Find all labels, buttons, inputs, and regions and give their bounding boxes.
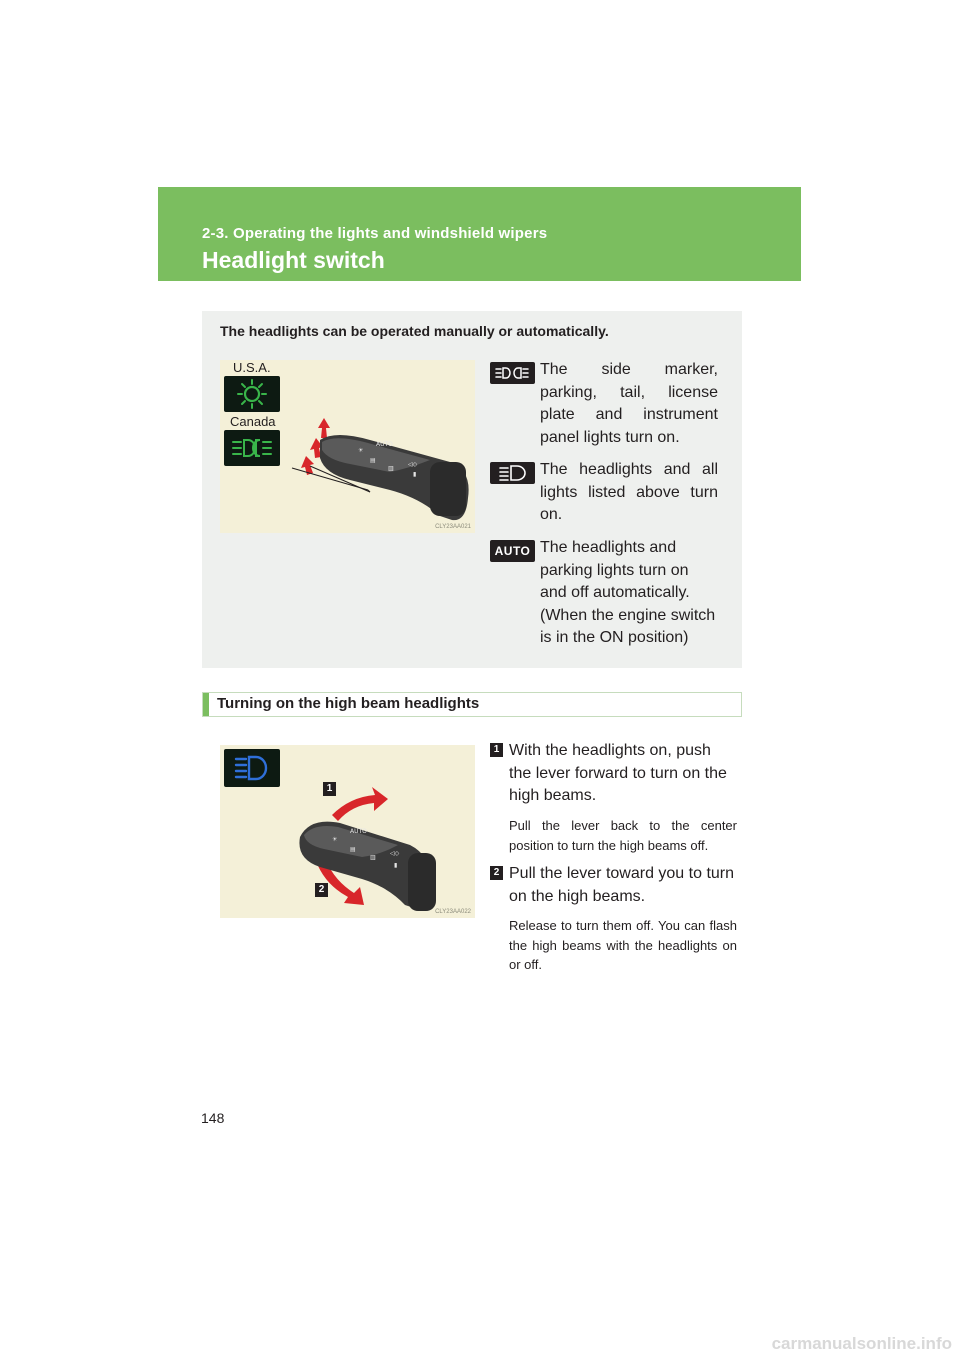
svg-text:▮: ▮ [413,471,417,478]
svg-text:▤: ▤ [370,457,376,464]
step-1-note: Pull the lever back to the center position to turn the high beams off. [509,818,737,853]
headlight-icon [490,462,535,484]
section-header [158,187,801,281]
svg-text:▥: ▥ [370,854,376,861]
auto-icon [490,540,535,562]
subsection-accent-bar [203,693,209,716]
section-label: 2-3. Operating the lights and windshield wipers [202,225,548,242]
step-number-2: 2 [490,866,503,880]
headlight-switch-illustration [220,360,475,533]
lever-illustration-2 [280,775,475,918]
lever-illustration [280,410,475,533]
figure-code: CLY23AA021 [435,524,471,530]
high-beam-indicator-icon [224,749,280,787]
subsection-heading [202,692,742,717]
svg-text:▤: ▤ [350,846,356,853]
intro-panel [202,311,742,668]
footer-watermark: carmanualsonline.info [771,1334,952,1353]
figure-code-2: CLY23AA022 [435,909,471,915]
subsection-title: Turning on the high beam headlights [217,695,480,712]
page-number: 148 [201,1110,225,1126]
step-2 [490,863,738,983]
auto-label: AUTO [494,544,531,558]
mode-row-auto [490,537,720,652]
svg-text:AUTO: AUTO [376,441,393,448]
canada-indicator [224,430,280,466]
callout-1: 1 [323,782,336,796]
high-beam-indicator [224,749,280,787]
callout-2: 2 [315,883,328,897]
step-2-text: Pull the lever toward you to turn on the high beams. [509,865,735,905]
mode-row-headlights [490,459,720,531]
svg-text:▮: ▮ [394,862,398,869]
svg-text:▥: ▥ [388,465,394,472]
step-1-text: With the headlights on, push the lever forward to turn on the high beams. [509,742,727,804]
svg-text:◁◇: ◁◇ [408,461,418,468]
step-2-note: Release to turn them off. You can flash the high beams with the headlights on or off. [509,918,737,972]
intro-text: The headlights can be operated manually or automatically. [220,323,609,339]
mode-text-auto: The headlights and parking lights turn on and off automatically. (When the engine switch is in the ON position) [540,539,716,646]
step-1 [490,740,738,858]
side-light-indicator-icon [224,430,280,466]
svg-text:AUTO: AUTO [350,828,367,835]
mode-row-side-lights [490,359,720,449]
usa-label: U.S.A. [233,360,271,375]
step-number-1: 1 [490,743,503,757]
mode-text-side-lights: The side marker, parking, tail, license plate and instrument panel lights turn on. [540,361,718,446]
canada-label: Canada [230,414,276,429]
side-marker-lights-icon [490,362,535,384]
usa-indicator [224,376,280,412]
page-title: Headlight switch [202,247,385,273]
svg-text:☀: ☀ [358,447,364,454]
svg-text:☀: ☀ [332,836,338,843]
svg-text:◁◇: ◁◇ [390,850,400,857]
mode-text-headlights: The headlights and all lights listed above turn on. [540,461,718,523]
parking-light-indicator-icon [224,376,280,412]
high-beam-illustration [220,745,475,918]
